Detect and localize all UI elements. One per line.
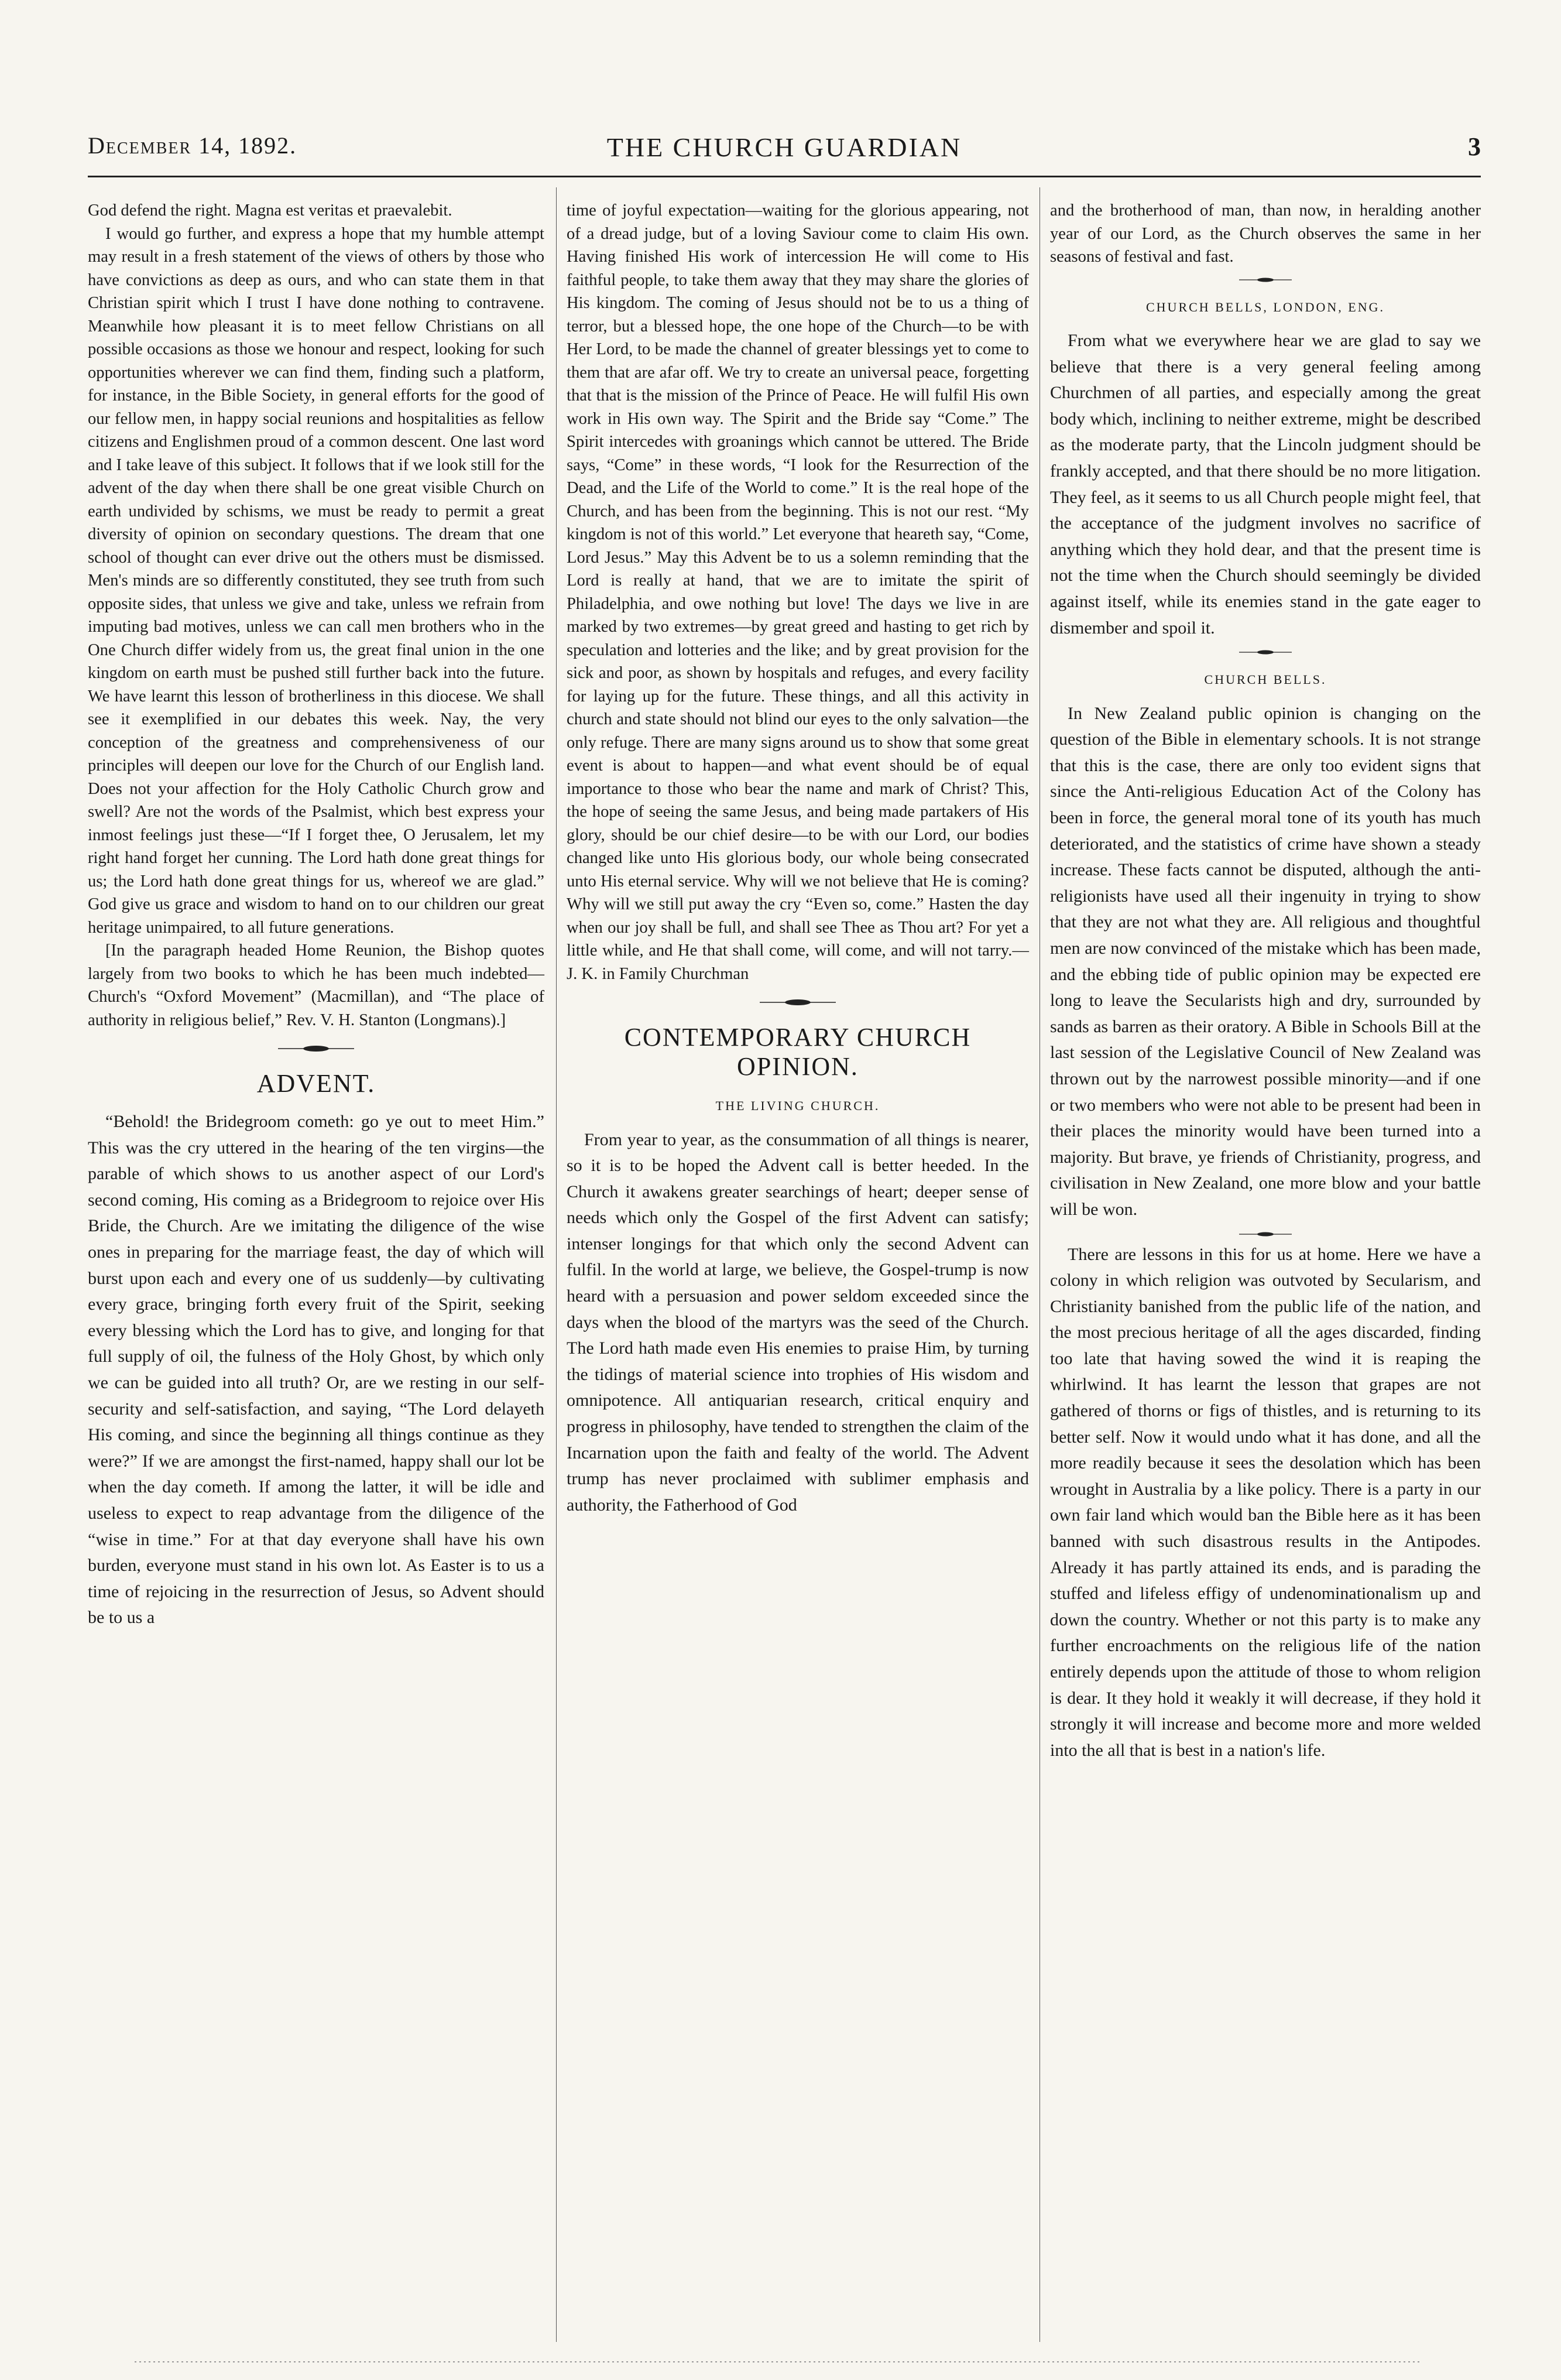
ornament-divider (1239, 649, 1292, 655)
page-number: 3 (1468, 132, 1481, 161)
source-heading: THE LIVING CHURCH. (715, 1098, 880, 1113)
header-title: THE CHURCH GUARDIAN (606, 132, 962, 162)
column-3 (1050, 199, 1481, 1763)
column-divider (556, 187, 557, 2342)
paragraph: There are lessons in this for us at home. Here we have a colony in which religion was outvoted by Secularism, and Christianity banished from the public life of the nation, and the most precious heritage of all the ages discarded, finding too late that having sowed the wind it is reaping the whirlwind. It has learnt the lesson that grapes are not gathered of thorns or figs of thistles, and is returning to its better self. Now it would undo what it has done, and all the more readily because it sees the desolation which has been wrought in Australia by a like policy. There is a party in our own fair land which would ban the Bible here as it has been banned with such disastrous results in the Antipodes. Already it has partly attained its ends, and is parading the stuffed and lifeless effigy of undenominationalism up and down the country. Whether or not this party is to make any further encroachments on the religious life of the nation entirely depends upon the attitude of those to whom religion is dear. It they hold it weakly it will decrease, if they hold it strongly it will increase and become more and more welded into the all that is best in a nation's life. (1050, 1244, 1481, 1760)
paragraph: From year to year, as the consummation of all things is nearer, so it is to be hoped the Advent call is better heeded. In the Church it awakens greater searchings of heart; deeper sense of needs which only the Gospel of the first Advent can satisfy; intenser longings for that which only the second Advent can fulfil. In the world at large, we believe, the Gospel-trump is now heard with a persuasion and power seldom exceeded since the days when the blood of the martyrs was the seed of the Church. The Lord hath made even His enemies to praise Him, by turning the tidings of material science into trophies of His wisdom and omnipotence. All antiquarian research, critical enquiry and progress in philosophy, have tended to strengthen the claim of the Incarnation upon the faith and fealty of the world. The Advent trump has never proclaimed with sublimer emphasis and authority, the Fatherhood of God (567, 1129, 1029, 1515)
ornament-divider (278, 1045, 354, 1053)
column-divider (1039, 187, 1040, 2342)
paragraph: I would go further, and express a hope that my humble attempt may result in a fresh statement of the views of others by those who have convictions as deep as ours, and who can state them in that Christian spirit which I trust I have done nothing to contravene. Meanwhile how pleasant it is to meet fellow Christians on all possible occasions as those we honour and respect, looking for such opportunities wherever we can find them, finding such a platform, for instance, in the Bible Society, in general efforts for the good of our fellow men, in happy social reunions and hospitalities as fellow citizens and Englishmen proud of a common descent. One last word and I take leave of this subject. It follows that if we look still for the advent of the day when there shall be one great visible Church on earth undivided by schisms, we must be ready to permit a great diversity of opinion on secondary questions. The dream that one school of thought can ever drive out the others must be dismissed. Men's minds are so differently constituted, they see truth from such opposite sides, that unless we give and take, unless we refrain from imputing bad motives, unless we can call men brothers who in the One Church differ widely from us, the great final union in the one kingdom on earth must be pushed still further back into the future. We have learnt this lesson of brotherliness in this diocese. We shall see it exemplified in our debates this week. Nay, the very conception of the greatness and comprehensiveness of our principles will deepen our love for the Church of our English land. Does not your affection for the Holy Catholic Church grow and swell? Are not the words of the Psalmist, which best express your inmost feelings just these—“If I forget thee, O Jerusalem, let my right hand forget her cunning. The Lord hath done great things for us; the Lord hath done great things for us, whereof we are glad.” God give us grace and wisdom to hand on to our children our great heritage unimpaired, to all future generations. (88, 224, 544, 937)
paragraph: [In the paragraph headed Home Reunion, the Bishop quotes largely from two books to which he has been much indebted—Church's “Oxford Movement” (Macmillan), and “The place of authority in religious belief,” Rev. V. H. Stanton (Longmans).] (88, 941, 544, 1029)
source-heading: CHURCH BELLS, LONDON, ENG. (1146, 299, 1385, 314)
paragraph: and the brotherhood of man, than now, in heralding another year of our Lord, as the Church observes the same in her seasons of festival and fast. (1050, 201, 1481, 266)
source-heading: CHURCH BELLS. (1204, 672, 1327, 687)
section-heading-opinion: CONTEMPORARY CHURCH OPINION. (624, 1023, 972, 1081)
page-header (88, 132, 1481, 187)
ornament-divider (1239, 1231, 1292, 1237)
paragraph: In New Zealand public opinion is changing on the question of the Bible in elementary schools. It is not strange that this is the case, there are only too evident signs that since the Anti-religious Education Act of the Colony has been in force, the general moral tone of its youth has much deteriorated, and the statistics of crime have shown a steady increase. These facts cannot be disputed, although the anti-religionists have used all their ingenuity in trying to show that they are not what they are. All religious and thoughtful men are now convinced of the mistake which has been made, and the ebbing tide of public opinion may be expected ere long to leave the Secularists high and dry, surrounded by sands as barren as their oratory. A Bible in Schools Bill at the last session of the Legislative Council of New Zealand was thrown out by the narrowest possible minority—and if one or two members who were not able to be present had been in their places the minority would have been turned into a majority. But brave, ye friends of Christianity, progress, and civilisation in New Zealand, one more blow and your battle will be won. (1050, 703, 1481, 1219)
header-date: December 14, 1892. (88, 132, 297, 159)
paragraph: From what we everywhere hear we are glad to say we believe that there is a very general feeling among Churchmen of all parties, and especially among the great body which, inclining to neither extreme, might be described as the moderate party, that the Lincoln judgment should be frankly accepted, and that there should be no more litigation. They feel, as it seems to us all Church people might feel, that the acceptance of the judgment involves no sacrifice of anything which they hold dear, and that the present time is not the time when the Church should seemingly be divided against itself, while its enemies stand in the gate eager to dismember and spoil it. (1050, 331, 1481, 638)
ornament-divider (760, 998, 836, 1006)
header-rule (88, 176, 1481, 177)
print-smudge (135, 2360, 1422, 2364)
section-heading-advent: ADVENT. (256, 1069, 376, 1098)
paragraph: time of joyful expectation—waiting for the glorious appearing, not of a dread judge, but of a loving Saviour come to claim His own. Having finished His work of intercession He will come to His faithful people, to take them away that they may share the glories of His kingdom. The coming of Jesus should not be to us a thing of terror, but a blessed hope, the one hope of the Church—to be with Her Lord, to be made the channel of greater blessings yet to come to them that are afar off. We try to create an universal peace, forgetting that that is the mission of the Prince of Peace. He will fulfil His own work in His own way. The Spirit and the Bride say “Come.” The Spirit intercedes with groanings which cannot be uttered. The Bride says, “Come” in these words, “I look for the Resurrection of the Dead, and the Life of the World to come.” It is the real hope of the Church, and has been from the beginning. This is not our rest. “My kingdom is not of this world.” Let everyone that heareth say, “Come, Lord Jesus.” May this Advent be to us a solemn reminding that the Lord is really at hand, that we are to imitate the spirit of Philadelphia, and owe nothing but love! The days we live in are marked by two extremes—by great greed and hasting to get rich by speculation and lotteries and the like; and by great provision for the sick and poor, as shown by hospitals and refuges, and every facility for laying up for the future. These things, and all this activity in church and state should not blind our eyes to the only salvation—the only refuge. There are many signs around us to show that some great event is about to happen—and what event should be of equal importance to those who bear the name and mark of Christ? This, the hope of seeing the same Jesus, and being made partakers of His glory, should be our chief desire—to be with our Lord, our bodies changed like unto His glorious body, our whole being consecrated unto His eternal service. Why will we not believe that He is coming? Why will we still put away the cry “Even so, come.” Hasten the day when our joy shall be full, and shall see Thee as Thou art? For yet a little while, and He that shall come, will come, and will not tarry.—J. K. in Family Churchman (567, 201, 1029, 983)
paragraph: “Behold! the Bridegroom cometh: go ye out to meet Him.” This was the cry uttered in the hearing of the ten virgins—the parable of which shows to us another aspect of our Lord's second coming, His coming as a Bridegroom to rejoice over His Bride, the Church. Are we imitating the diligence of the wise ones in preparing for the marriage feast, the day of which will burst upon each and every one of us suddenly—by cultivating every grace, bringing forth every fruit of the Spirit, seeking every blessing which the Lord has to give, and longing for that full supply of oil, the fulness of the Holy Ghost, by which only we can be guided into all truth? Or, are we resting in our self-security and self-satisfaction, and saying, “The Lord delayeth His coming, and since the beginning all things continue as they were?” If we are amongst the first-named, happy shall our lot be when the day cometh. If among the latter, it will be idle and useless to expect to reap advantage from the diligence of the “wise in time.” For at that day everyone shall have his own burden, everyone must stand in his own lot. As Easter is to us a time of rejoicing in the resurrection of Jesus, so Advent should be to us a (88, 1112, 544, 1628)
column-1 (88, 199, 544, 1631)
ornament-divider (1239, 277, 1292, 283)
paragraph: God defend the right. Magna est veritas et praevalebit. (88, 201, 452, 220)
column-2 (567, 199, 1029, 1518)
